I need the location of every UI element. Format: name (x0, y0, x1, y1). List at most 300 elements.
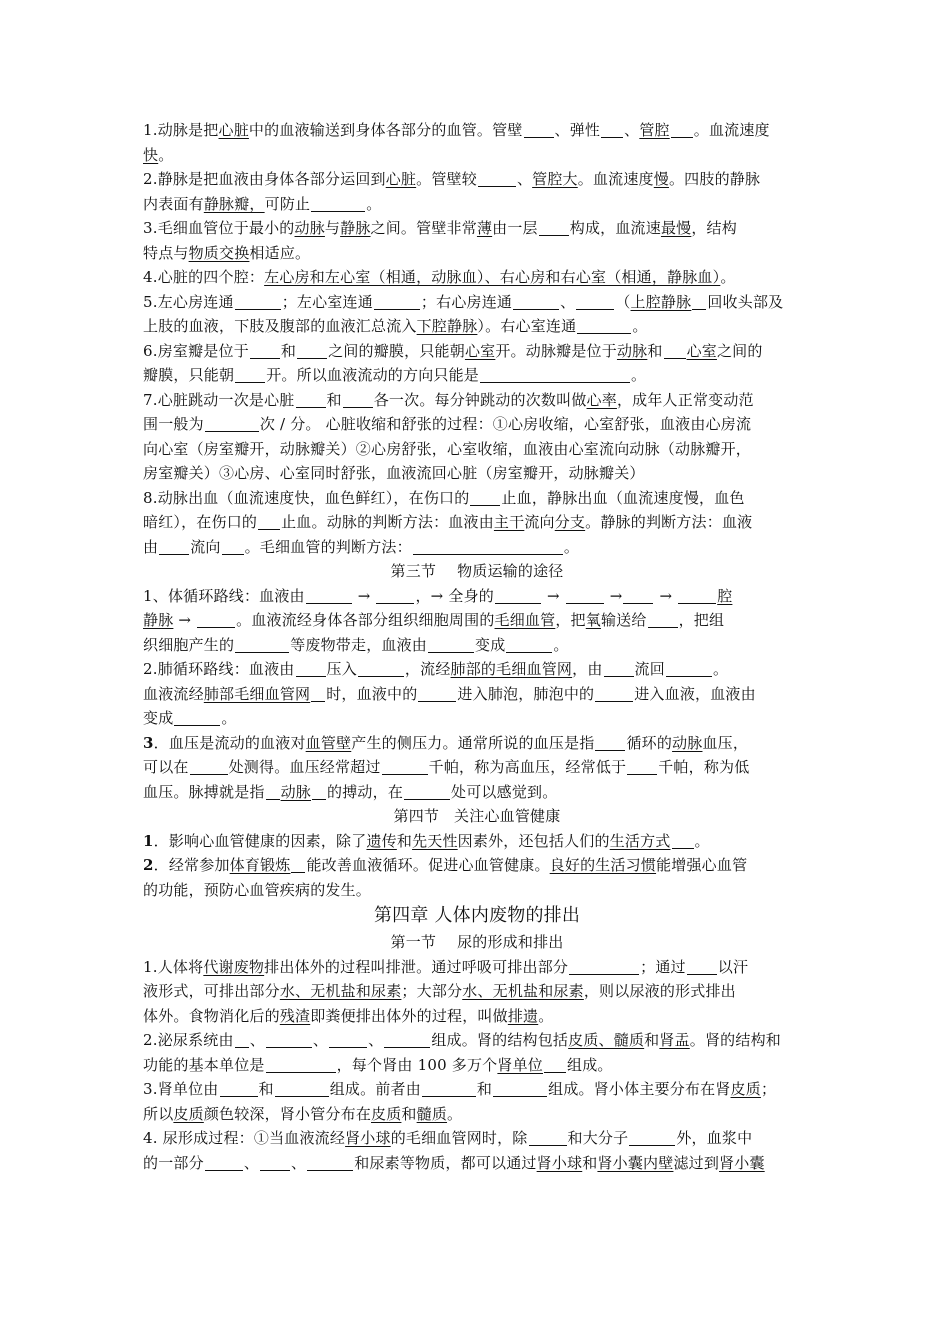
answer: 静脉 (143, 611, 174, 629)
text: 内表面有 (143, 194, 204, 213)
answer: 生活方式 (609, 831, 671, 850)
item-number: 2 (143, 856, 154, 874)
text-line (143, 853, 811, 878)
text: 以汗 (717, 957, 749, 976)
text: 1.动脉是把 (143, 121, 219, 139)
text: 、 (291, 1153, 307, 1172)
answer: 静脉 (340, 219, 371, 237)
blank (235, 1031, 249, 1048)
blank (235, 293, 281, 310)
answer: 血管壁 (305, 733, 352, 752)
arrow: → (609, 586, 623, 605)
text: 。 (158, 145, 174, 164)
answer: 皮质 (371, 1104, 402, 1123)
text: 和 (401, 1104, 417, 1123)
text: ，把组 (678, 611, 725, 629)
text: 1、体循环路线：血液由 (143, 586, 305, 605)
blank (627, 758, 657, 775)
text-line (143, 682, 811, 707)
text: 。四肢的静脉 (668, 170, 761, 188)
arrow: → (546, 586, 560, 605)
text-line (143, 1077, 811, 1102)
text: 处测得。血压经常超过 (228, 758, 381, 776)
answer: 动脉 (616, 341, 648, 360)
section-title (143, 804, 811, 829)
blank (687, 958, 717, 975)
text: 、弹性 (554, 121, 601, 139)
answer: 肺部毛细血管网 (203, 684, 311, 703)
text: 织细胞产生的 (143, 635, 235, 654)
text: 。 (366, 194, 382, 213)
text: 1.人体将 (143, 957, 204, 976)
section-name: 尿的形成和排出 (457, 933, 564, 951)
text: 进入血液，血液由 (634, 684, 756, 703)
text-line (143, 192, 811, 217)
text: 因素外，还包括人们的 (457, 831, 610, 850)
text-line (143, 339, 811, 364)
text: 进入肺泡，肺泡中的 (457, 684, 595, 703)
answer: 毛细血管 (494, 611, 556, 629)
chapter-title: 第四章 人体内废物的排出 (373, 905, 581, 926)
text: 。静脉的判断方法：血液 (585, 513, 753, 531)
text: 7.心脏跳动一次是心脏 (143, 390, 295, 409)
blank (506, 636, 552, 653)
text: 液形式，可排出部分 (143, 982, 280, 1000)
text: 的毛细血管网时，除 (390, 1129, 528, 1147)
text: 。 (720, 268, 736, 286)
text: 产生的侧压力。通常所说的血压是指 (351, 733, 595, 752)
blank (235, 366, 265, 383)
text: 。血液流经身体各部分组织细胞周围的 (236, 611, 495, 629)
answer: 心脏 (218, 121, 249, 139)
answer: 良好的生活习惯 (549, 856, 657, 874)
text: ．影响心血管健康的因素，除了 (153, 831, 367, 850)
text: 组成。肾的结构包括 (431, 1031, 569, 1049)
blank (296, 391, 326, 408)
answer: 心率 (586, 390, 617, 409)
blank (601, 121, 623, 138)
text: 。 (712, 660, 729, 678)
text: 、 (560, 292, 576, 311)
blank (529, 1129, 567, 1146)
blank (343, 391, 373, 408)
text: 。 (221, 709, 237, 727)
answer: 肾小囊内壁 (597, 1153, 674, 1172)
text: 和 (280, 341, 297, 360)
text-line (143, 290, 811, 315)
text: 特点与 (143, 243, 189, 262)
text: 由 (143, 537, 159, 556)
text: 流向 (190, 537, 221, 556)
text: 可防止 (264, 194, 311, 213)
answer: 心脏 (385, 170, 417, 188)
text: 变成 (475, 635, 506, 654)
text: 各一次。每分钟跳动的次数叫做 (373, 390, 587, 409)
text: 可以在 (143, 758, 189, 776)
answer: 主干 (493, 513, 525, 531)
blank (672, 832, 694, 849)
answer: 水、无机盐和尿素 (462, 982, 584, 1000)
blank (258, 513, 280, 530)
text-line (143, 363, 811, 388)
text: ；右心房连通 (420, 292, 513, 311)
text: ，成年人正常变动范 (616, 390, 754, 409)
text-line (143, 780, 811, 805)
blank (576, 293, 614, 310)
text: 2.泌尿系统由 (143, 1031, 234, 1049)
text: 组成。肾小体主要分布在肾 (548, 1080, 731, 1098)
text: 、 (249, 1031, 265, 1049)
text: 千帕，称为高血压，经常低于 (428, 758, 627, 776)
blank (312, 783, 326, 800)
blank (382, 758, 428, 775)
blank (566, 587, 604, 604)
answer: 心室 (686, 341, 717, 360)
text-line (143, 388, 811, 413)
blank (222, 538, 244, 555)
document-body (143, 118, 811, 1175)
answer: 肾小囊 (719, 1153, 765, 1172)
blank (629, 1129, 675, 1146)
text: 止血。动脉的判断方法：血液由 (281, 513, 494, 531)
blank (266, 783, 280, 800)
text-line (143, 979, 811, 1004)
blank (480, 366, 630, 383)
blank (291, 856, 305, 873)
text: ，→ 全身的 (415, 586, 495, 605)
text: 血压。脉搏就是指 (143, 782, 265, 801)
text-line (143, 1004, 811, 1029)
answer: 静脉瓣， (203, 194, 265, 213)
text: （ (615, 292, 631, 311)
blank (493, 1080, 547, 1097)
text: 循环的 (626, 733, 673, 752)
answer: 动脉 (672, 733, 703, 752)
blank (539, 219, 569, 236)
answer: 动脉 (294, 219, 325, 237)
blank (306, 587, 352, 604)
blank (648, 611, 678, 628)
text-line (143, 657, 811, 682)
arrow: → (357, 586, 371, 605)
text: 组成。前者由 (329, 1080, 421, 1098)
blank (569, 958, 639, 975)
answer: 皮质 (173, 1104, 204, 1123)
text: 之间。管壁非常 (370, 219, 477, 237)
text: 向心室（房室瓣开，动脉瓣关）②心房舒张，心室收缩，血液由心室流向动脉（动脉瓣开， (143, 439, 752, 458)
blank (260, 1154, 290, 1171)
text: 、 (312, 1031, 329, 1049)
text-line (143, 216, 811, 241)
text: 功能的基本单位是 (143, 1055, 265, 1074)
text: 。 (563, 537, 580, 556)
text: 。 (631, 366, 647, 384)
answer: 水、无机盐和尿素 (279, 982, 402, 1000)
text: 瓣膜，只能朝 (143, 366, 235, 384)
answer: 皮质、髓质 (568, 1031, 645, 1049)
item-number: 1 (143, 831, 154, 850)
text-line (143, 584, 811, 609)
text: 和 (396, 831, 413, 850)
blank (297, 342, 327, 359)
text: 。 (553, 635, 569, 654)
text-line (143, 608, 811, 633)
answer: 代谢废物 (203, 957, 265, 976)
text: 即粪便排出体外的过程，叫做 (310, 1006, 508, 1025)
text: 。管壁较 (416, 170, 477, 188)
section-name: 物质运输的途径 (457, 562, 564, 580)
blank (384, 1031, 430, 1048)
text: 能改善血液循环。促进心血管健康。 (306, 856, 550, 874)
answer: 动脉 (280, 782, 312, 801)
text-line (143, 731, 811, 756)
blank (374, 293, 420, 310)
text: ，由 (572, 660, 603, 678)
arrow: → (659, 586, 673, 605)
text: 暗红），在伤口的 (143, 513, 258, 531)
text: 。 (694, 831, 710, 850)
text: 止血，静脉出血（血流速度慢，血色 (501, 488, 745, 507)
blank (692, 293, 706, 310)
text: 和 (647, 341, 663, 360)
answer: 腔 (717, 586, 733, 605)
text: 排出体外的过程叫排泄。通过呼吸可排出部分 (264, 957, 569, 976)
text-line (143, 1028, 811, 1053)
answer: 体育锻炼 (229, 856, 291, 874)
text: 、 (516, 170, 533, 188)
text: ；大部分 (401, 982, 463, 1000)
text: 处可以感觉到。 (451, 782, 558, 801)
blank (513, 293, 559, 310)
text-line (143, 535, 811, 560)
text-line (143, 265, 811, 290)
answer: 肾小球 (536, 1153, 583, 1172)
blank (604, 660, 634, 677)
section-name: 关注心血管健康 (454, 807, 561, 825)
blank (544, 1056, 566, 1073)
text: 与 (324, 219, 341, 237)
text-line (143, 955, 811, 980)
blank (205, 415, 259, 432)
blank (296, 660, 326, 677)
text: 体外。食物消化后的 (143, 1006, 280, 1025)
text: ，每个肾由 100 多万个 (336, 1055, 498, 1074)
text: 和 (258, 1080, 274, 1098)
section-number: 第三节 (390, 562, 437, 580)
answer: 肾小球 (345, 1129, 391, 1147)
text: 颜色较深，肾小管分布在 (203, 1104, 372, 1123)
text: 时，血液中的 (326, 684, 418, 703)
blank (197, 611, 235, 628)
blank (266, 1031, 312, 1048)
blank (595, 734, 625, 751)
text: 3.肾单位由 (143, 1080, 219, 1098)
text: 之间的 (716, 341, 763, 360)
item-number: 3 (143, 733, 154, 752)
text-line (143, 437, 811, 462)
blank (422, 1080, 476, 1097)
answer: 肾单位 (497, 1055, 543, 1074)
blank (470, 489, 500, 506)
arrow: → (178, 611, 192, 629)
text: 。血流速度 (577, 170, 654, 188)
text: 和 (326, 390, 342, 409)
blank (413, 538, 563, 555)
answer: 下腔静脉 (416, 317, 478, 335)
text: 和尿素等物质，都可以通过 (354, 1153, 537, 1172)
text: ，结构 (691, 219, 737, 237)
answer: 上腔静脉 (630, 292, 692, 311)
blank (404, 783, 450, 800)
text: 8.动脉出血（血流速度快，血色鲜红），在伤口的 (143, 488, 470, 507)
text: 外，血浆中 (676, 1129, 753, 1147)
text: 的一部分 (143, 1153, 204, 1172)
text: 变成 (143, 709, 174, 727)
answer: 管腔 (639, 121, 670, 139)
answer: 快 (143, 145, 159, 164)
text: 和大分子 (567, 1129, 629, 1147)
text: 输送给 (600, 611, 647, 629)
blank (478, 170, 516, 187)
blank (678, 587, 716, 604)
blank (275, 1080, 329, 1097)
answer: 慢 (653, 170, 669, 188)
answer: 皮质 (730, 1080, 761, 1098)
text: 的功能，预防心血管疾病的发生。 (143, 880, 372, 899)
text: 。 (538, 1006, 554, 1025)
text: 6.房室瓣是位于 (143, 341, 249, 360)
text: 3.毛细血管位于最小的 (143, 219, 295, 237)
blank (418, 685, 456, 702)
text: 所以 (143, 1104, 174, 1123)
text-line (143, 314, 811, 339)
text: 。 (447, 1104, 463, 1123)
text-line (143, 1126, 811, 1151)
blank (235, 636, 289, 653)
text: ，流经 (404, 660, 451, 678)
text: 的搏动，在 (327, 782, 404, 801)
text: ．血压是流动的血液对 (153, 733, 306, 752)
answer: 残渣 (279, 1006, 311, 1025)
text: ）。右心室连通 (477, 317, 577, 335)
section-number: 第四节 (393, 807, 440, 825)
text: 相适应。 (249, 243, 311, 262)
blank (159, 538, 189, 555)
text: 次 / 分。 心脏收缩和舒张的过程：①心房收缩，心室舒张，血液由心房流 (259, 415, 752, 433)
text: 血压， (702, 733, 749, 752)
text: 和 (582, 1153, 598, 1172)
answer: 排遗 (507, 1006, 539, 1025)
text: 组成。 (567, 1055, 613, 1074)
text: 千帕，称为低 (658, 758, 750, 776)
text: ；左心室连通 (281, 292, 373, 311)
answer: 心室 (464, 341, 496, 360)
text: 4. 尿形成过程：①当血液流经 (143, 1129, 346, 1147)
text: 之间的瓣膜，只能朝 (328, 341, 465, 360)
text: 开。动脉瓣是位于 (495, 341, 617, 360)
blank (266, 1056, 336, 1073)
blank (664, 342, 686, 359)
answer: 最慢 (660, 219, 692, 237)
text: 和 (476, 1080, 493, 1098)
text-line (143, 633, 811, 658)
blank (577, 317, 631, 334)
blank (666, 660, 712, 677)
text: 。毛细血管的判断方法： (244, 537, 412, 556)
blank (250, 342, 280, 359)
text: 、 (368, 1031, 384, 1049)
answer: 肺部的毛细血管网 (450, 660, 573, 678)
text: 5.左心房连通 (143, 292, 234, 311)
text-line (143, 1102, 811, 1127)
text: 血液流经 (143, 684, 204, 703)
text-line (143, 829, 811, 854)
answer: 管腔大 (532, 170, 578, 188)
text-line (143, 755, 811, 780)
text: 2.肺循环路线：血液由 (143, 660, 295, 678)
blank (329, 1031, 367, 1048)
text: 、 (624, 121, 640, 139)
blank (190, 758, 228, 775)
text: 。血流速度 (693, 121, 770, 139)
text: 房室瓣关）③心房、心室同时舒张，血液流回心脏（房室瓣开，动脉瓣关） (143, 464, 645, 482)
text: 。肾的结构和 (689, 1031, 781, 1049)
text: ；通过 (640, 957, 686, 976)
blank (495, 587, 541, 604)
text-line (143, 878, 811, 903)
text: 4.心脏的四个腔： (143, 268, 265, 286)
answer: 物质交换 (188, 243, 250, 262)
text-line (143, 167, 811, 192)
text-line (143, 461, 811, 486)
text: 和 (644, 1031, 660, 1049)
text: 构成，血流速 (569, 219, 661, 237)
text-line (143, 510, 811, 535)
text: ．经常参加 (153, 856, 230, 874)
blank (376, 587, 414, 604)
text: ； (760, 1080, 777, 1098)
answer: 薄 (476, 219, 493, 237)
blank (595, 685, 633, 702)
section-number: 第一节 (390, 933, 437, 951)
answer: 分支 (554, 513, 586, 531)
answer: 先天性 (412, 831, 458, 850)
blank (220, 1080, 258, 1097)
text: 流回 (634, 660, 665, 678)
text-line (143, 241, 811, 266)
text-line (143, 1151, 811, 1176)
text: 。 (632, 317, 648, 335)
text: ，把 (555, 611, 586, 629)
blank (311, 685, 325, 702)
text: 中的血液输送到身体各部分的血管。管壁 (248, 121, 523, 139)
text: 、 (243, 1153, 260, 1172)
blank (358, 660, 404, 677)
blank (307, 1154, 353, 1171)
blank (205, 1154, 243, 1171)
text: 2.静脉是把血液由身体各部分运回到 (143, 170, 386, 188)
blank (311, 195, 365, 212)
text: 能增强心血管 (656, 856, 748, 874)
text-line (143, 706, 811, 731)
text: 回收头部及 (707, 292, 784, 311)
text: ，则以尿液的形式排出 (583, 982, 736, 1000)
text: 滤过到 (673, 1153, 720, 1172)
text: 开。所以血液流动的方向只能是 (266, 366, 480, 384)
answer: 遗传 (366, 831, 397, 850)
text: 围一般为 (143, 415, 204, 433)
answer: 肾盂 (659, 1031, 690, 1049)
